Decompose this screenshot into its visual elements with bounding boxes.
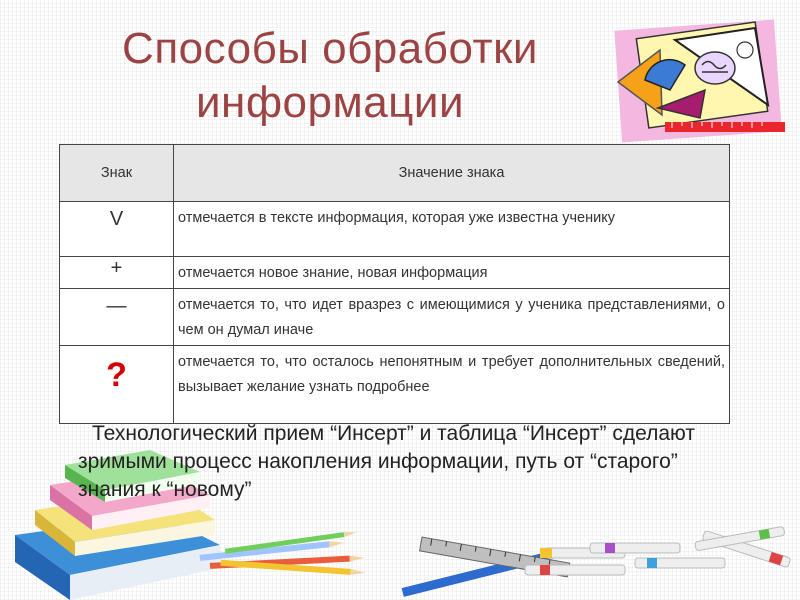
table-row [60, 346, 730, 424]
meaning-cell: отмечается новое знание, новая информация [174, 257, 730, 289]
geometry-tools-clipart [590, 10, 790, 145]
insert-table [59, 144, 730, 424]
pencils-markers-clipart [195, 525, 800, 600]
meaning-cell: отмечается то, что идет вразрез с имеющимися у ученика представлениями, о чем он думал иначе [174, 289, 730, 346]
table-row [60, 202, 730, 257]
slide-title-line-1: Способы обработки [122, 24, 538, 73]
slide-title [60, 22, 600, 130]
table-header-row [60, 145, 730, 202]
meaning-cell: отмечается в тексте информация, которая уже известна ученику [174, 202, 730, 257]
caption-text [78, 420, 728, 504]
slide-title-line-2: информации [195, 78, 465, 127]
sign-question: ? [60, 346, 174, 424]
meaning-cell: отмечается то, что осталось непонятным и требует дополнительных сведений, вызывает желание узнать подробнее [174, 346, 730, 424]
caption-body: Технологический прием “Инсерт” и таблица “Инсерт” сделают зримыми процесс накопления информации, путь от “старого” знания к “новому” [78, 422, 695, 501]
table-row [60, 257, 730, 289]
sign-minus: — [60, 289, 174, 346]
sign-check: V [60, 202, 174, 257]
sign-plus: + [60, 257, 174, 289]
table-row [60, 289, 730, 346]
header-sign: Знак [60, 145, 174, 202]
header-meaning: Значение знака [174, 145, 730, 202]
